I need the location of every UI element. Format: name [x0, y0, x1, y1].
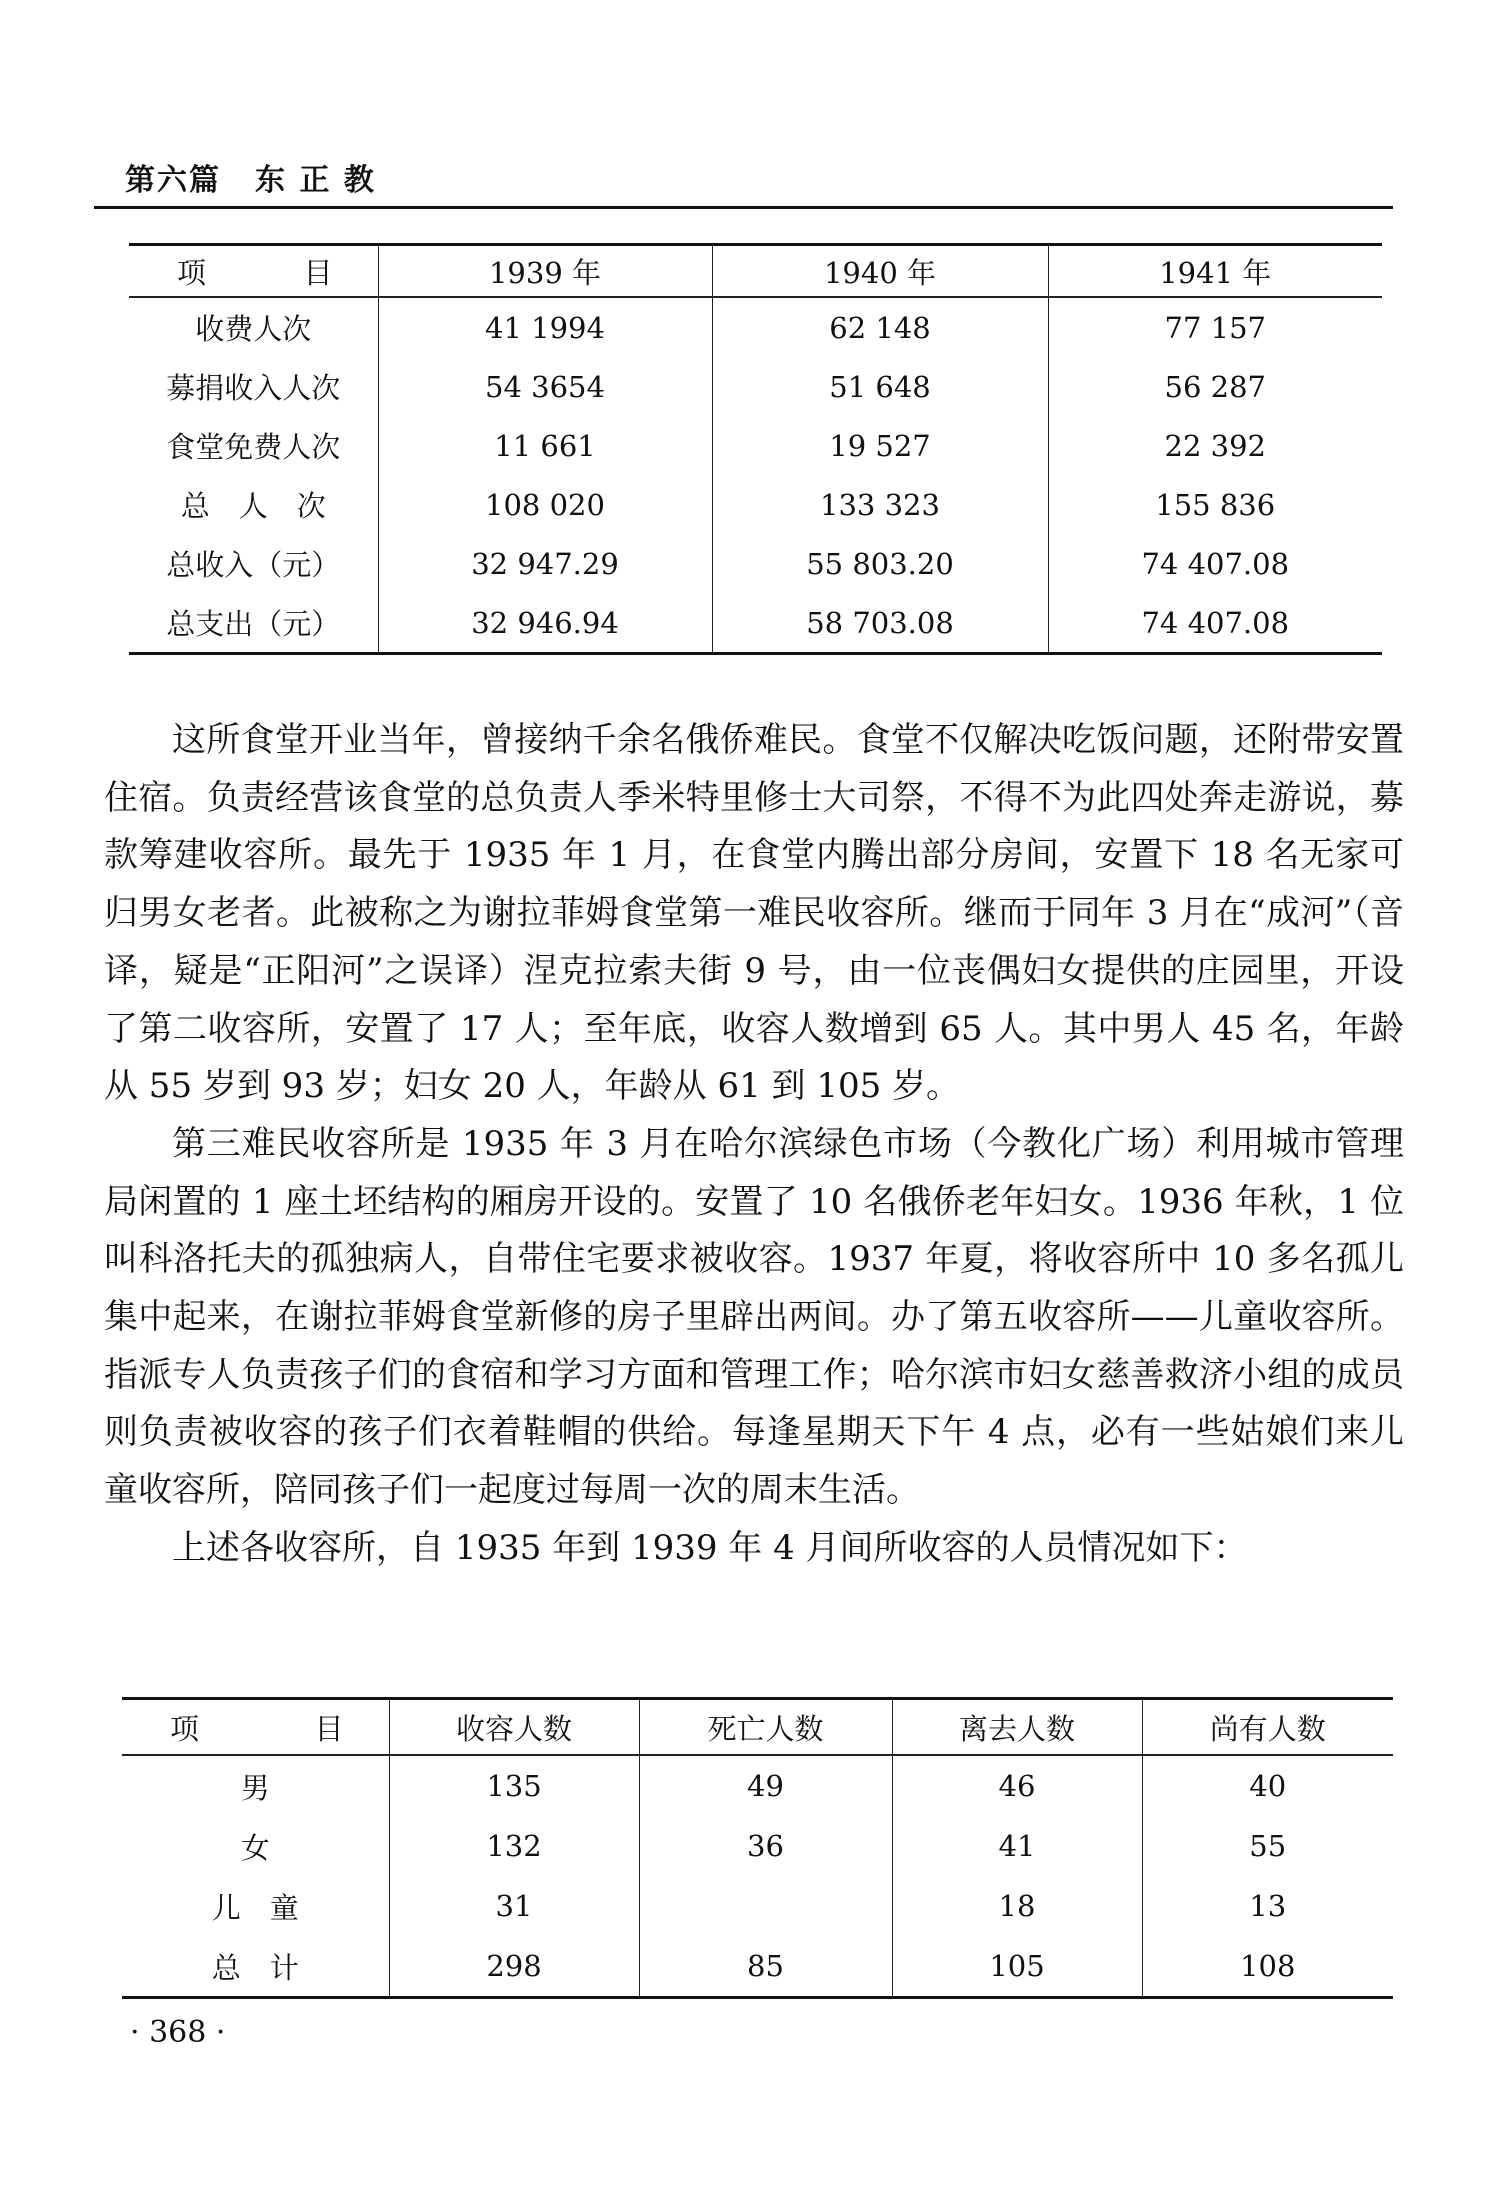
column-header: 1940 年 — [712, 245, 1048, 298]
row-label: 男 — [240, 1770, 270, 1805]
row-label: 总收入（元） — [166, 548, 341, 582]
item-header — [129, 245, 378, 298]
table-cell: 56 287 — [1048, 357, 1382, 416]
item-header-char: 目 — [314, 1711, 344, 1746]
header-rule — [94, 206, 1393, 209]
row-label: 总支出（元） — [166, 607, 341, 641]
table-cell: 133 323 — [712, 475, 1048, 534]
row-label: 总 人 次 — [180, 489, 326, 523]
paragraph: 这所食堂开业当年，曾接纳千余名俄侨难民。食堂不仅解决吃饭问题，还附带安置住宿。负责经营该食堂的总负责人季米特里修士大司祭，不得不为此四处奔走游说，募款筹建收容所。最先于 1935 年 1 月，在食堂内腾出部分房间，安置下 18 名无家可归男女老者。此被称之为谢拉菲姆食堂第一难民收容所。继而于同年 3 月在“成河”（音译，疑是“正阳河”之误译）涅克拉索夫街 9 号，由一位丧偶妇女提供的庄园里，开设了第二收容所，安置了 17 人；至年底，收容人数增到 65 人。其中男人 45 名，年龄从 55 岁到 93 岁；妇女 20 人，年龄从 61 到 105 岁。 — [104, 720, 1404, 1107]
table-row — [129, 416, 1382, 475]
table-cell — [639, 1876, 892, 1936]
row-label: 募捐收入人次 — [166, 371, 341, 405]
column-header: 尚有人数 — [1142, 1699, 1393, 1756]
table-cell: 13 — [1142, 1876, 1393, 1936]
table-row — [129, 357, 1382, 416]
table-cell: 135 — [389, 1755, 639, 1816]
table-cell: 298 — [389, 1936, 639, 1998]
table-cell: 54 3654 — [378, 357, 712, 416]
table-cell: 36 — [639, 1816, 892, 1876]
table-cell: 55 803.20 — [712, 534, 1048, 593]
row-label: 总 计 — [211, 1950, 299, 1985]
part-label: 第六篇 — [125, 163, 221, 198]
column-header: 收容人数 — [389, 1699, 639, 1756]
table-row — [122, 1816, 1393, 1876]
table-cell: 108 — [1142, 1936, 1393, 1998]
table-cell: 55 — [1142, 1816, 1393, 1876]
item-header-char: 项 — [170, 1711, 200, 1746]
table-cell: 62 148 — [712, 297, 1048, 357]
table-cell: 51 648 — [712, 357, 1048, 416]
table-cell: 32 946.94 — [378, 593, 712, 654]
table-row — [122, 1936, 1393, 1998]
column-header: 离去人数 — [892, 1699, 1142, 1756]
column-header: 1941 年 — [1048, 245, 1382, 298]
row-label: 食堂免费人次 — [166, 430, 341, 464]
table-cell: 108 020 — [378, 475, 712, 534]
paragraph: 上述各收容所，自 1935 年到 1939 年 4 月间所收容的人员情况如下： — [172, 1527, 1248, 1568]
table-row — [129, 534, 1382, 593]
table-cell: 77 157 — [1048, 297, 1382, 357]
row-label: 女 — [240, 1830, 270, 1865]
table-row — [122, 1876, 1393, 1936]
table-cell: 132 — [389, 1816, 639, 1876]
table-cell: 32 947.29 — [378, 534, 712, 593]
table-cell: 40 — [1142, 1755, 1393, 1816]
table-cell: 49 — [639, 1755, 892, 1816]
table-cell: 18 — [892, 1876, 1142, 1936]
column-header: 死亡人数 — [639, 1699, 892, 1756]
table-cell: 41 — [892, 1816, 1142, 1876]
table-cell: 155 836 — [1048, 475, 1382, 534]
row-label: 儿 童 — [211, 1890, 299, 1925]
body-text — [104, 712, 1404, 1578]
table-cell: 46 — [892, 1755, 1142, 1816]
row-label: 收费人次 — [195, 312, 312, 346]
chapter-title: 东 正 教 — [255, 163, 376, 198]
canteen-statistics-table — [129, 243, 1382, 655]
item-header-char: 目 — [303, 255, 333, 290]
table-header-row — [129, 245, 1382, 298]
table-cell: 58 703.08 — [712, 593, 1048, 654]
table-cell: 11 661 — [378, 416, 712, 475]
shelter-residents-table — [122, 1697, 1393, 1999]
table-cell: 85 — [639, 1936, 892, 1998]
table-row — [129, 297, 1382, 357]
table-cell: 19 527 — [712, 416, 1048, 475]
item-header — [122, 1699, 389, 1756]
table-cell: 74 407.08 — [1048, 593, 1382, 654]
item-header-char: 项 — [177, 255, 207, 290]
table-row — [129, 475, 1382, 534]
table-cell: 41 1994 — [378, 297, 712, 357]
column-header: 1939 年 — [378, 245, 712, 298]
table-cell: 105 — [892, 1936, 1142, 1998]
table-cell: 31 — [389, 1876, 639, 1936]
table-row — [129, 593, 1382, 654]
page-number: · 368 · — [130, 2015, 226, 2050]
table-row — [122, 1755, 1393, 1816]
table-cell: 74 407.08 — [1048, 534, 1382, 593]
table-cell: 22 392 — [1048, 416, 1382, 475]
paragraph: 第三难民收容所是 1935 年 3 月在哈尔滨绿色市场（今教化广场）利用城市管理局闲置的 1 座土坯结构的厢房开设的。安置了 10 名俄侨老年妇女。1936 年秋，1 位叫科洛托夫的孤独病人，自带住宅要求被收容。1937 年夏，将收容所中 10 多名孤儿集中起来，在谢拉菲姆食堂新修的房子里辟出两间。办了第五收容所——儿童收容所。指派专人负责孩子们的食宿和学习方面和管理工作；哈尔滨市妇女慈善救济小组的成员则负责被收容的孩子们衣着鞋帽的供给。每逢星期天下午 4 点，必有一些姑娘们来儿童收容所，陪同孩子们一起度过每周一次的周末生活。 — [104, 1123, 1404, 1511]
running-head — [125, 155, 376, 199]
table-header-row — [122, 1699, 1393, 1756]
